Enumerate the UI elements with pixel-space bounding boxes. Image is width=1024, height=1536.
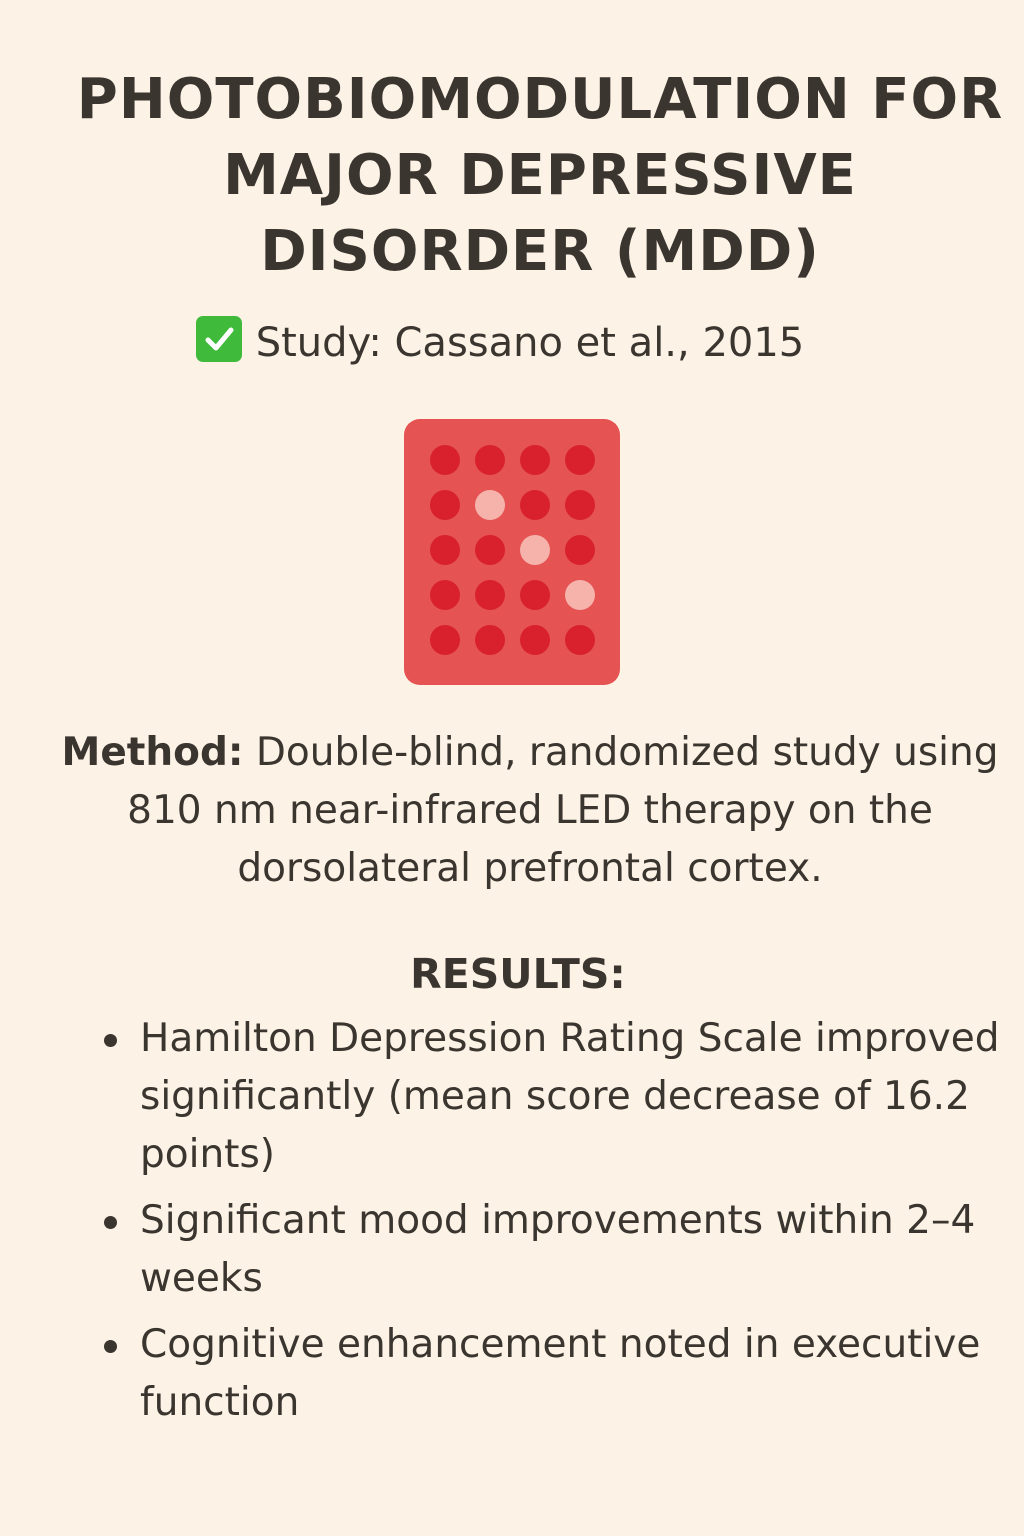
title-line-2: MAJOR DEPRESSIVE [223,143,857,208]
led [520,625,550,655]
method-label: Method: [61,730,244,775]
list-item [100,1316,1000,1432]
led [475,625,505,655]
led [520,490,550,520]
led [430,445,460,475]
study-text: Study: Cassano et al., 2015 [255,320,805,366]
led [565,535,595,565]
result-text: Hamilton Depression Rating Scale improved significantly (mean score decrease of 16.2 points) [140,1016,1000,1177]
led [565,490,595,520]
method-text: Double-blind, randomized study using 810 nm near-infrared LED therapy on the dorsolateral prefrontal cortex. [127,730,999,891]
led [475,445,505,475]
study-citation [0,316,1000,369]
bullet-icon [104,1340,117,1353]
led [430,490,460,520]
page-title [60,62,1020,290]
led [430,535,460,565]
led [565,625,595,655]
result-text: Cognitive enhancement noted in executive function [140,1322,981,1425]
method-paragraph [60,724,1000,898]
check-icon [196,316,242,362]
led-lit [475,490,505,520]
result-text: Significant mood improvements within 2–4 weeks [140,1198,976,1301]
led-lit [565,580,595,610]
list-item [100,1192,1000,1308]
led [520,580,550,610]
bullet-icon [104,1216,117,1229]
list-item [100,1010,1000,1184]
led [520,445,550,475]
title-line-3: DISORDER (MDD) [260,219,820,284]
led [430,625,460,655]
led-lit [520,535,550,565]
results-heading: RESULTS: [410,950,626,998]
led [475,535,505,565]
led [565,445,595,475]
led [430,580,460,610]
led-panel-icon [404,419,620,685]
title-line-1: PHOTOBIOMODULATION FOR [76,67,1004,132]
bullet-icon [104,1034,117,1047]
results-list [100,1010,1000,1440]
led [475,580,505,610]
